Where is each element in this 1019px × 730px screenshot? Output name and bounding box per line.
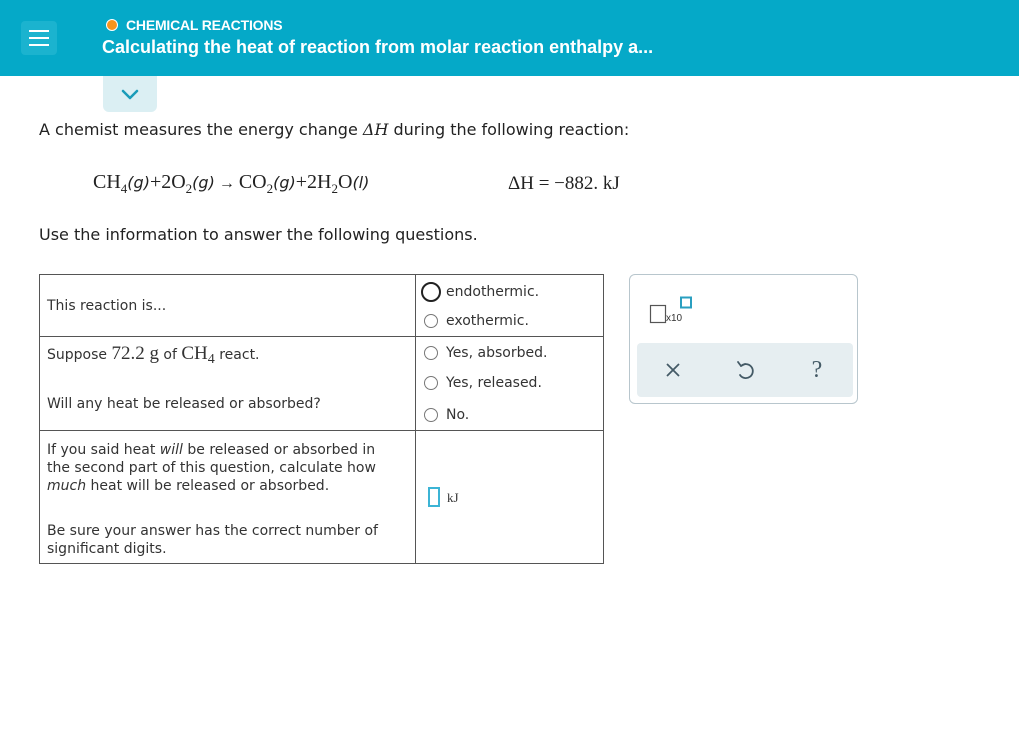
q3-line3-em: much [47, 478, 87, 494]
close-icon [660, 357, 686, 383]
option-endothermic[interactable] [424, 282, 539, 302]
question-3-cell [40, 431, 416, 564]
question-2-options [416, 337, 604, 431]
note-line-1: Be sure your answer has the correct number of [47, 523, 378, 539]
q3-line1-a: If you said heat [47, 442, 160, 458]
question-2-prompt: Will any heat be released or absorbed? [47, 396, 321, 412]
radio-button[interactable] [424, 346, 438, 360]
option-yes-released[interactable] [424, 375, 542, 391]
eq-o2: +2O [149, 171, 186, 193]
hamburger-line [29, 37, 49, 39]
option-yes-absorbed[interactable] [424, 345, 547, 361]
eq-ch: CH [93, 171, 121, 193]
eq-o-sub: 2 [185, 181, 193, 196]
option-exothermic[interactable] [424, 313, 529, 329]
top-bar [0, 0, 1019, 76]
eq-water-state: (l) [352, 173, 370, 192]
radio-button[interactable] [424, 376, 438, 390]
q3-line1-em: will [159, 442, 183, 458]
intro-before: A chemist measures the energy change [39, 120, 363, 139]
eq-ch-state: (g) [127, 173, 150, 192]
radio-button[interactable] [424, 314, 438, 328]
chevron-down-icon [120, 87, 140, 101]
page-title: Calculating the heat of reaction from molar reaction enthalpy a... [102, 37, 654, 57]
scientific-notation-button[interactable] [649, 296, 697, 324]
question-3-prompt [47, 441, 376, 495]
topic-text: CHEMICAL REACTIONS [126, 17, 283, 33]
table-row [40, 337, 604, 431]
option-label: endothermic. [446, 284, 540, 300]
eq-co-state: (g) [273, 173, 296, 192]
table-row [40, 431, 604, 564]
sig-fig-note [47, 522, 378, 558]
eq-water-o: O [337, 171, 353, 193]
intro-text [39, 120, 629, 139]
q2-mass: 72.2 g [111, 343, 159, 364]
q3-line1-b: be released or absorbed in [182, 442, 376, 458]
eq-h2o: +2H [295, 171, 332, 193]
option-label: exothermic. [446, 313, 529, 329]
radio-button[interactable] [424, 408, 438, 422]
hamburger-icon [29, 30, 49, 32]
q2-pre: Suppose [47, 347, 112, 363]
expand-header-button[interactable] [103, 76, 157, 112]
intro-after: during the following reaction: [388, 120, 630, 139]
menu-button[interactable] [21, 21, 57, 55]
delta-h-symbol: ΔH [362, 120, 389, 139]
reaction-equation [93, 171, 369, 197]
q2-post: react. [214, 347, 260, 363]
progress-dot-icon [106, 19, 118, 31]
note-line-2: significant digits. [47, 541, 167, 557]
x10-icon [649, 296, 697, 324]
undo-button[interactable] [732, 357, 758, 383]
help-icon[interactable]: ? [811, 357, 823, 383]
option-label: No. [446, 407, 470, 423]
unit-label: kJ [447, 490, 459, 505]
q3-line-3 [47, 477, 376, 495]
option-label: Yes, released. [446, 375, 542, 391]
clear-button[interactable] [660, 357, 686, 383]
undo-icon [732, 357, 758, 383]
enthalpy-value: ΔH = −882. kJ [508, 173, 620, 194]
option-label: Yes, absorbed. [446, 345, 548, 361]
eq-o-state: (g) [192, 173, 215, 192]
radio-button[interactable] [421, 282, 441, 302]
eq-ch-sub: 4 [120, 181, 128, 196]
toolbar [637, 343, 853, 397]
eq-co-sub: 2 [266, 181, 274, 196]
question-2-scenario [47, 345, 260, 369]
question-2-cell [40, 337, 416, 431]
table-row [40, 275, 604, 337]
question-1-cell [40, 275, 416, 337]
q2-of: of [158, 347, 182, 363]
instruction-text: Use the information to answer the following questions. [39, 225, 478, 244]
hamburger-line [29, 44, 49, 46]
heat-answer-input[interactable] [428, 487, 440, 507]
topic-label [106, 16, 282, 34]
question-1-options [416, 275, 604, 337]
q2-compound: CH [181, 343, 208, 364]
tool-palette [629, 274, 858, 404]
question-3-answer-cell [416, 431, 604, 564]
reaction-arrow-icon: → [214, 175, 239, 192]
eq-co: CO [238, 171, 267, 193]
x10-label: x10 [666, 313, 683, 324]
option-no[interactable] [424, 407, 469, 423]
q3-line-2: the second part of this question, calculate how [47, 460, 376, 476]
q3-line3-b: heat will be released or absorbed. [86, 478, 330, 494]
q2-compound-sub: 4 [207, 351, 215, 367]
question-1-prompt: This reaction is... [47, 298, 167, 314]
eq-h-sub: 2 [331, 181, 338, 196]
question-table [39, 274, 604, 564]
q3-line-1 [47, 441, 376, 459]
